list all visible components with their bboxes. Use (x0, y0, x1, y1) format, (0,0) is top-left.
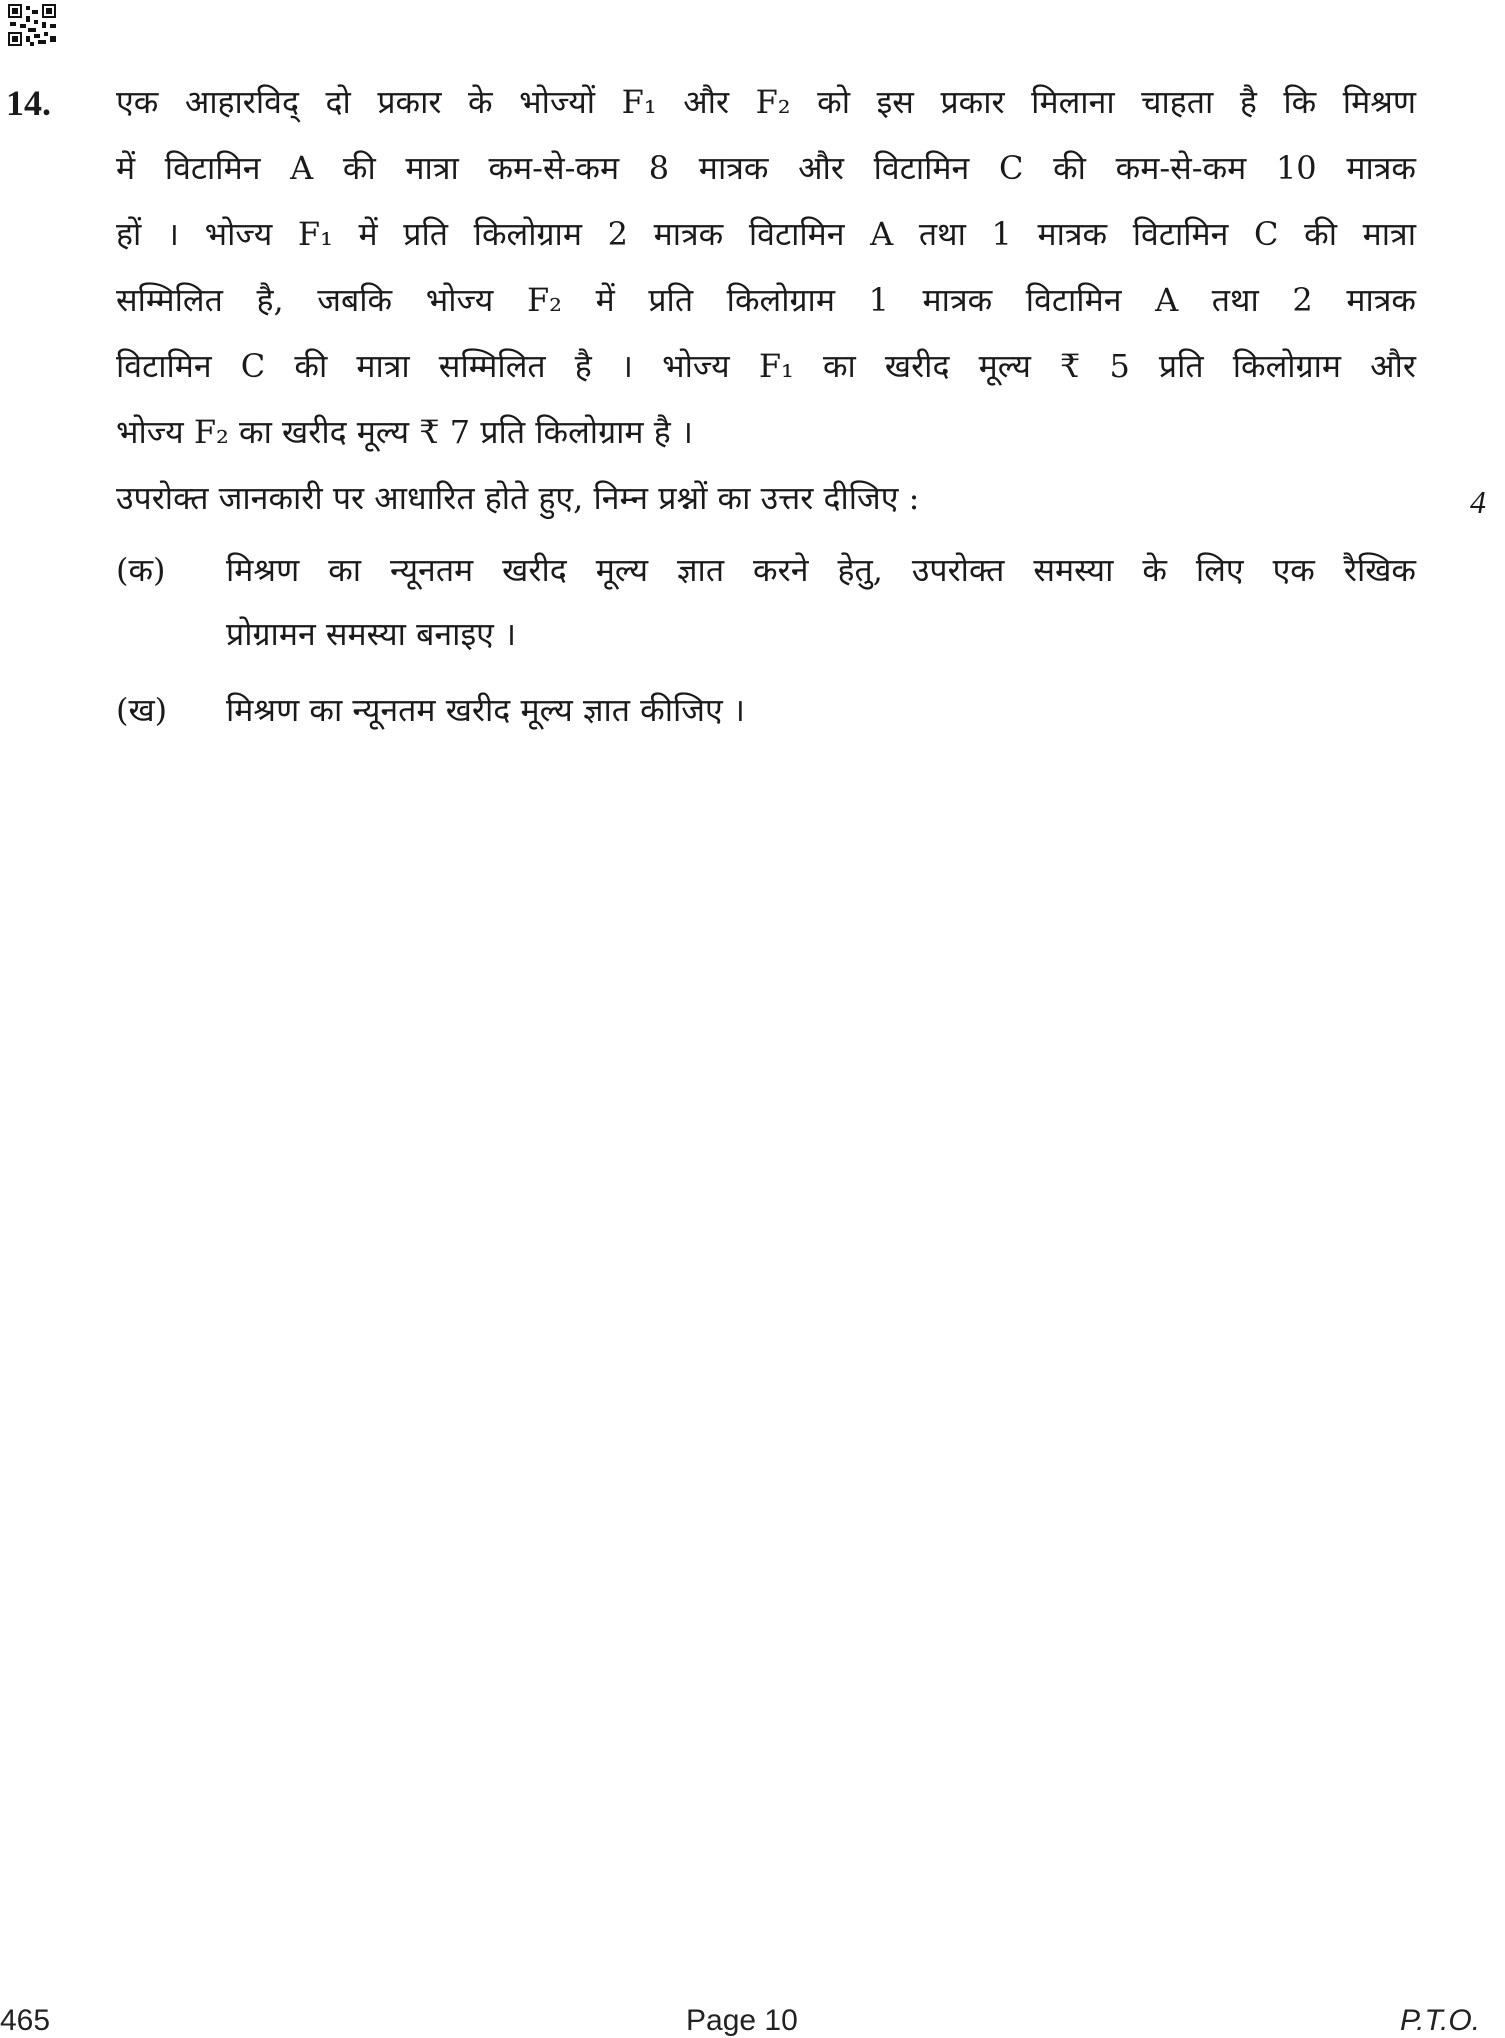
question-line-3: हों । भोज्य F₁ में प्रति किलोग्राम 2 मात्रक विटामिन A तथा 1 मात्रक विटामिन C की मात्रा (116, 215, 1416, 253)
question-line-1: एक आहारविद् दो प्रकार के भोज्यों F₁ और F₂ को इस प्रकार मिलाना चाहता है कि मिश्रण (116, 83, 1416, 121)
paper-code: 465 (0, 2004, 51, 2037)
sub-question-text (226, 688, 1416, 752)
question-line-4: सम्मिलित है, जबकि भोज्य F₂ में प्रति किलोग्राम 1 मात्रक विटामिन A तथा 2 मात्रक (116, 281, 1416, 319)
question-stem (116, 80, 1416, 542)
question-marks: 4 (1470, 484, 1486, 520)
sub-question-line: मिश्रण का न्यूनतम खरीद मूल्य ज्ञात करने हेतु, उपरोक्त समस्या के लिए एक रैखिक (226, 551, 1416, 589)
question-line-5: विटामिन C की मात्रा सम्मिलित है । भोज्य F₁ का खरीद मूल्य ₹ 5 प्रति किलोग्राम और (116, 347, 1416, 385)
question-line-6: भोज्य F₂ का खरीद मूल्य ₹ 7 प्रति किलोग्राम है । (116, 413, 694, 451)
sub-question-line: मिश्रण का न्यूनतम खरीद मूल्य ज्ञात कीजिए । (226, 691, 746, 729)
sub-question-label: (ख) (116, 691, 168, 729)
question-line-2: में विटामिन A की मात्रा कम-से-कम 8 मात्रक और विटामिन C की कम-से-कम 10 मात्रक (116, 149, 1416, 187)
question-number: 14. (6, 83, 51, 123)
qr-code-icon (8, 4, 56, 46)
pto-label: P.T.O. (1400, 2004, 1481, 2037)
page-number: Page 10 (686, 2004, 798, 2037)
sub-question-line: प्रोग्रामन समस्या बनाइए । (226, 615, 517, 653)
sub-question-text (226, 548, 1416, 676)
question-instruction: उपरोक्त जानकारी पर आधारित होते हुए, निम्न प्रश्नों का उत्तर दीजिए : (116, 479, 920, 517)
sub-question-label: (क) (116, 551, 166, 589)
